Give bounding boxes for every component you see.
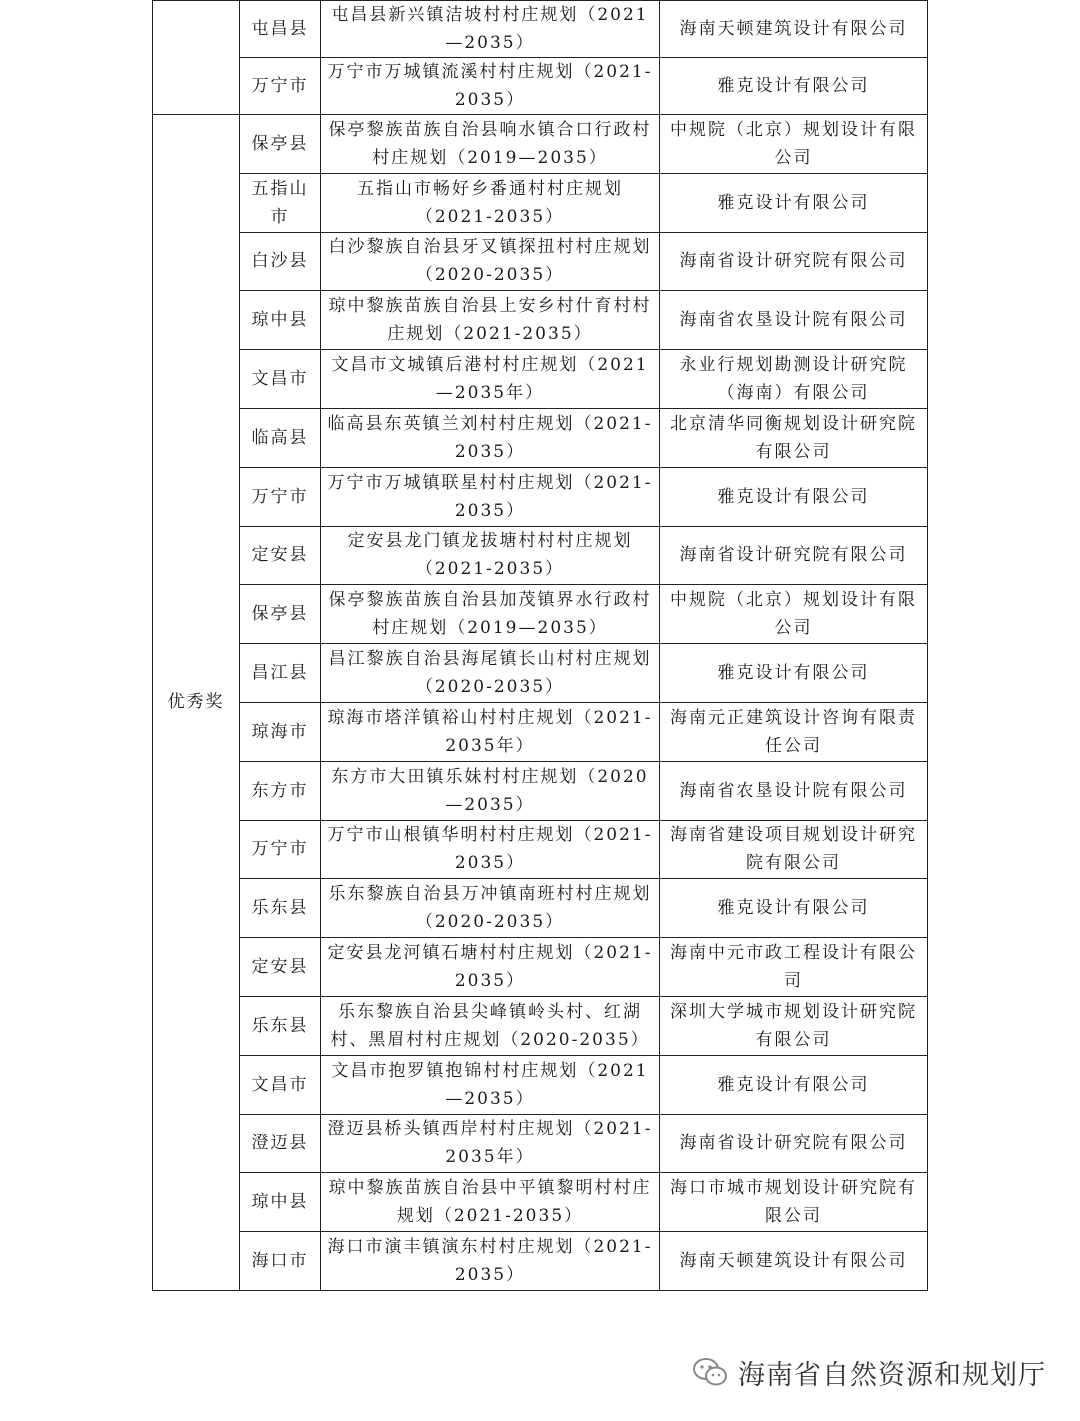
county-cell: 琼中县 <box>240 291 321 350</box>
county-cell: 文昌市 <box>240 1055 321 1114</box>
county-cell: 万宁市 <box>240 58 321 115</box>
company-cell: 海南中元市政工程设计有限公司 <box>660 938 928 997</box>
project-cell: 乐东黎族自治县万冲镇南班村村庄规划（2020-2035） <box>321 879 660 938</box>
project-cell: 文昌市抱罗镇抱锦村村庄规划（2021—2035） <box>321 1055 660 1114</box>
project-cell: 临高县东英镇兰刘村村庄规划（2021-2035） <box>321 408 660 467</box>
company-cell: 海南省农垦设计院有限公司 <box>660 761 928 820</box>
award-table-body <box>153 1 928 1291</box>
table-row <box>153 820 928 879</box>
county-cell: 屯昌县 <box>240 1 321 58</box>
company-cell: 深圳大学城市规划设计研究院有限公司 <box>660 996 928 1055</box>
county-cell: 乐东县 <box>240 879 321 938</box>
company-cell: 海南省建设项目规划设计研究院有限公司 <box>660 820 928 879</box>
project-cell: 乐东黎族自治县尖峰镇岭头村、红湖村、黑眉村村庄规划（2020-2035） <box>321 996 660 1055</box>
project-cell: 定安县龙河镇石塘村村庄规划（2021-2035） <box>321 938 660 997</box>
project-cell: 海口市演丰镇演东村村庄规划（2021-2035） <box>321 1232 660 1291</box>
company-cell: 永业行规划勘测设计研究院（海南）有限公司 <box>660 350 928 409</box>
company-cell: 海南省设计研究院有限公司 <box>660 526 928 585</box>
county-cell: 保亭县 <box>240 585 321 644</box>
company-cell: 雅克设计有限公司 <box>660 644 928 703</box>
project-cell: 保亭黎族苗族自治县响水镇合口行政村村庄规划（2019—2035） <box>321 115 660 174</box>
wechat-account-footer <box>692 1352 1046 1392</box>
county-cell: 琼海市 <box>240 702 321 761</box>
project-cell: 东方市大田镇乐妹村村庄规划（2020—2035） <box>321 761 660 820</box>
county-cell: 五指山市 <box>240 173 321 232</box>
table-row <box>153 1 928 58</box>
company-cell: 中规院（北京）规划设计有限公司 <box>660 585 928 644</box>
company-cell: 北京清华同衡规划设计研究院有限公司 <box>660 408 928 467</box>
project-cell: 琼中黎族苗族自治县上安乡村什育村村庄规划（2021-2035） <box>321 291 660 350</box>
table-row <box>153 938 928 997</box>
project-cell: 万宁市万城镇流溪村村庄规划（2021-2035） <box>321 58 660 115</box>
project-cell: 昌江黎族自治县海尾镇长山村村庄规划（2020-2035） <box>321 644 660 703</box>
county-cell: 海口市 <box>240 1232 321 1291</box>
project-cell: 屯昌县新兴镇洁坡村村庄规划（2021—2035） <box>321 1 660 58</box>
company-cell: 雅克设计有限公司 <box>660 879 928 938</box>
table-row <box>153 644 928 703</box>
award-table <box>152 0 928 1291</box>
county-cell: 澄迈县 <box>240 1114 321 1173</box>
table-row <box>153 291 928 350</box>
company-cell: 海南省设计研究院有限公司 <box>660 1114 928 1173</box>
table-row <box>153 350 928 409</box>
company-cell: 雅克设计有限公司 <box>660 1055 928 1114</box>
table-row <box>153 467 928 526</box>
county-cell: 东方市 <box>240 761 321 820</box>
company-cell: 雅克设计有限公司 <box>660 467 928 526</box>
company-cell: 雅克设计有限公司 <box>660 58 928 115</box>
company-cell: 海南元正建筑设计咨询有限责任公司 <box>660 702 928 761</box>
table-row <box>153 996 928 1055</box>
county-cell: 定安县 <box>240 526 321 585</box>
project-cell: 万宁市万城镇联星村村庄规划（2021-2035） <box>321 467 660 526</box>
wechat-icon <box>692 1357 728 1387</box>
company-cell: 海南省农垦设计院有限公司 <box>660 291 928 350</box>
company-cell: 海南省设计研究院有限公司 <box>660 232 928 291</box>
table-row <box>153 1055 928 1114</box>
county-cell: 白沙县 <box>240 232 321 291</box>
company-cell: 海口市城市规划设计研究院有限公司 <box>660 1173 928 1232</box>
table-row <box>153 879 928 938</box>
project-cell: 琼中黎族苗族自治县中平镇黎明村村庄规划（2021-2035） <box>321 1173 660 1232</box>
project-cell: 白沙黎族自治县牙叉镇探扭村村庄规划（2020-2035） <box>321 232 660 291</box>
project-cell: 澄迈县桥头镇西岸村村庄规划（2021-2035年） <box>321 1114 660 1173</box>
project-cell: 保亭黎族苗族自治县加茂镇界水行政村村庄规划（2019—2035） <box>321 585 660 644</box>
project-cell: 琼海市塔洋镇裕山村村庄规划（2021-2035年） <box>321 702 660 761</box>
county-cell: 万宁市 <box>240 467 321 526</box>
county-cell: 保亭县 <box>240 115 321 174</box>
company-cell: 海南天顿建筑设计有限公司 <box>660 1232 928 1291</box>
table-row <box>153 1114 928 1173</box>
project-cell: 文昌市文城镇后港村村庄规划（2021—2035年） <box>321 350 660 409</box>
award-cell-empty <box>153 1 240 115</box>
table-row <box>153 761 928 820</box>
company-cell: 海南天顿建筑设计有限公司 <box>660 1 928 58</box>
table-row <box>153 585 928 644</box>
county-cell: 定安县 <box>240 938 321 997</box>
county-cell: 临高县 <box>240 408 321 467</box>
table-row <box>153 1173 928 1232</box>
table-row <box>153 232 928 291</box>
table-row <box>153 173 928 232</box>
county-cell: 万宁市 <box>240 820 321 879</box>
county-cell: 乐东县 <box>240 996 321 1055</box>
project-cell: 五指山市畅好乡番通村村庄规划（2021-2035） <box>321 173 660 232</box>
table-row <box>153 115 928 174</box>
table-row <box>153 408 928 467</box>
project-cell: 定安县龙门镇龙拔塘村村村庄规划（2021-2035） <box>321 526 660 585</box>
account-name: 海南省自然资源和规划厅 <box>738 1359 1046 1391</box>
table-row <box>153 1232 928 1291</box>
table-row <box>153 702 928 761</box>
county-cell: 文昌市 <box>240 350 321 409</box>
project-cell: 万宁市山根镇华明村村庄规划（2021-2035） <box>321 820 660 879</box>
company-cell: 中规院（北京）规划设计有限公司 <box>660 115 928 174</box>
table-row <box>153 526 928 585</box>
award-cell: 优秀奖 <box>153 115 240 1291</box>
county-cell: 琼中县 <box>240 1173 321 1232</box>
county-cell: 昌江县 <box>240 644 321 703</box>
company-cell: 雅克设计有限公司 <box>660 173 928 232</box>
table-row <box>153 58 928 115</box>
award-table-container <box>152 0 927 1290</box>
